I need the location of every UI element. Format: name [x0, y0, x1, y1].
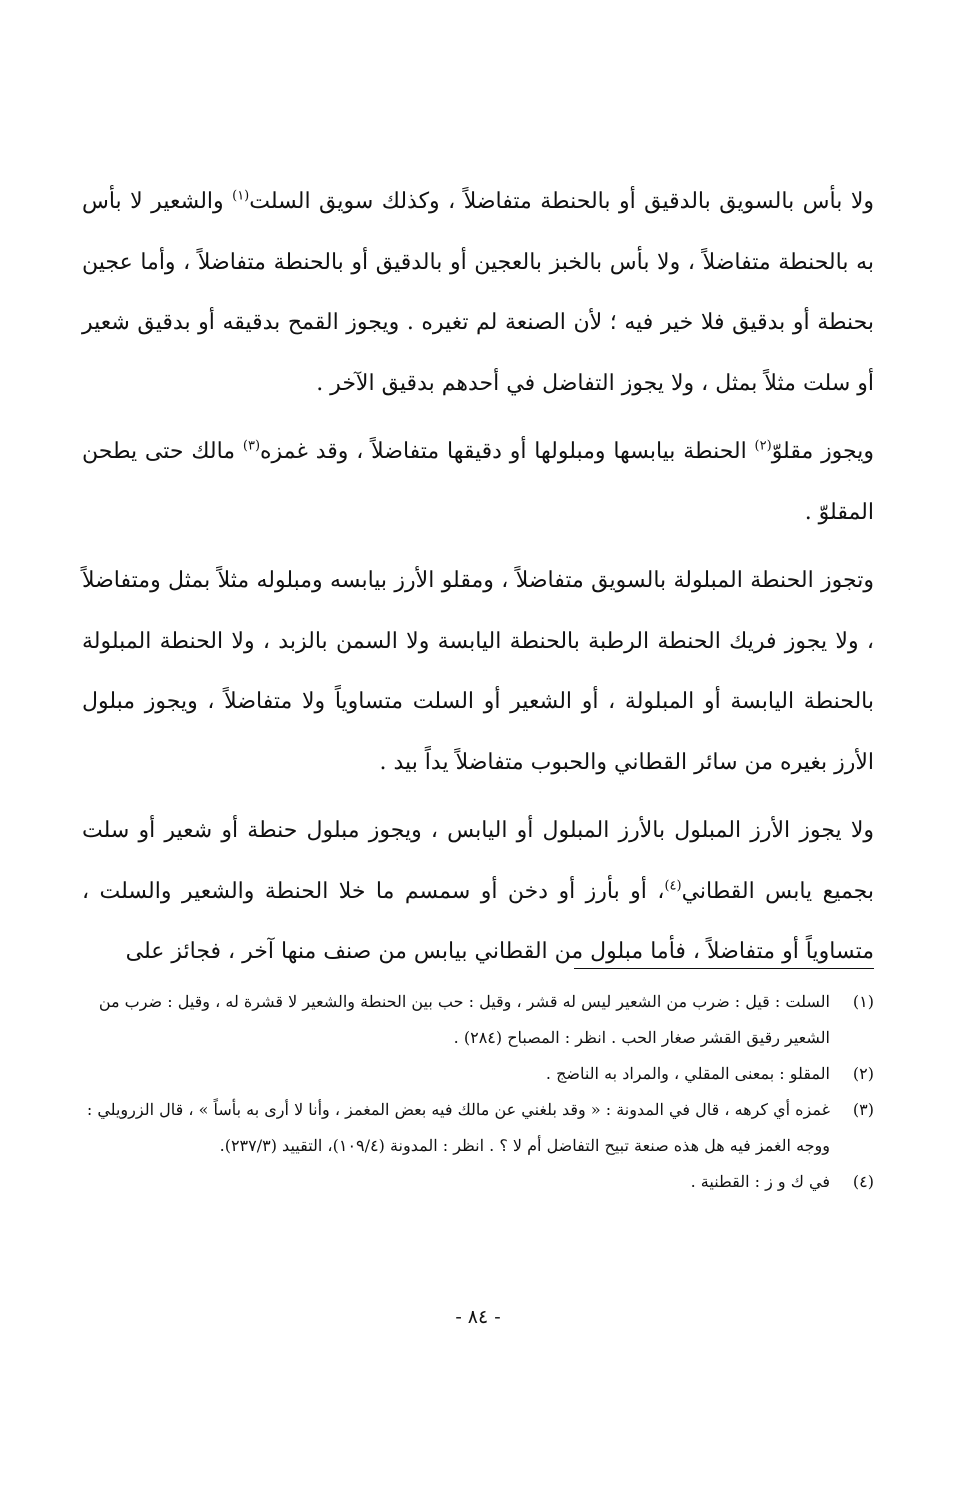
footnote-number: (١)	[852, 992, 874, 1011]
footnote-number: (٤)	[852, 1172, 874, 1191]
footnote-divider	[574, 968, 874, 969]
footnote-3	[82, 1092, 874, 1164]
footnote-text: في ك و ز : القطنية .	[690, 1172, 830, 1191]
footnote-ref-4[interactable]: (٤)	[664, 878, 682, 894]
footnote-ref-1[interactable]: (١)	[232, 188, 250, 204]
paragraph-3: وتجوز الحنطة المبلولة بالسويق متفاضلاً ، ومقلو الأرز بيابسه ومبلوله مثلاً بمثل ومتفاضلاً ، ولا يجوز فريك الحنطة الرطبة بالحنطة اليابسة ولا السمن بالزبد ، ولا الحنطة المبلولة بالحنطة اليابسة أو المبلولة ، أو الشعير أو السلت متساوياً ولا متفاضلاً ، ويجوز مبلول الأرز بغيره من سائر القطاني والحبوب متفاضلاً يداً بيد .	[82, 568, 874, 775]
page-number: - ٨٤ -	[455, 1306, 501, 1328]
footnote-1	[82, 984, 874, 1056]
footnote-ref-3[interactable]: (٣)	[242, 438, 261, 454]
footnote-text: السلت : قيل : ضرب من الشعير ليس له قشر ، وقيل : حب بين الحنطة والشعير لا قشرة له ، وقيل : ضرب من الشعير رقيق القشر صغار الحب . انظر : المصباح (٢٨٤) .	[98, 992, 830, 1047]
footnote-number: (٢)	[852, 1064, 874, 1083]
footnote-ref-2[interactable]: (٢)	[754, 438, 772, 454]
footnote-text: المقلو : بمعنى المقلي ، والمراد به الناضج .	[545, 1064, 830, 1083]
footnote-number: (٣)	[852, 1100, 874, 1119]
main-text	[82, 172, 874, 991]
paragraph-4: ولا يجوز الأرز المبلول بالأرز المبلول أو اليابس ، ويجوز مبلول حنطة أو شعير أو سلت بجميع يابس القطاني$^{(٤)}$، أو بأرز أو دخن أو سمسم ما خلا الحنطة والشعير والسلت ، متساوياً أو متفاضلاً ، فأما مبلول من القطاني بيابس من صنف منها آخر ، فجائز على	[82, 818, 874, 964]
footnote-4	[82, 1164, 874, 1200]
footnote-text: غمزه أي كرهه ، قال في المدونة : « وقد بلغني عن مالك فيه بعض المغمز ، وأنا لا أرى به بأساً » ، قال الزرويلي : ووجه الغمز فيه هل هذه صنعة تبيح التفاضل أم لا ؟ . انظر : المدونة (١٠٩/٤)، التقييد (٢٣٧/٣).	[86, 1100, 830, 1155]
footnote-2	[82, 1056, 874, 1092]
paragraph-1: ولا بأس بالسويق بالدقيق أو بالحنطة متفاضلاً ، وكذلك سويق السلت$^{(١)}$ والشعير لا بأس به بالحنطة متفاضلاً ، ولا بأس بالخبز بالعجين أو بالدقيق أو بالحنطة متفاضلاً ، وأما عجين بحنطة أو بدقيق فلا خير فيه ؛ لأن الصنعة لم تغيره . ويجوز القمح بدقيقه أو بدقيق شعير أو سلت مثلاً بمثل ، ولا يجوز التفاضل في أحدهم بدقيق الآخر .	[82, 188, 874, 396]
paragraph-2: ويجوز مقلوّ$^{(٢)}$ الحنطة بيابسها ومبلولها أو دقيقها متفاضلاً ، وقد غمزه$^{(٣)}$ مالك حتى يطحن المقلوّ .	[82, 438, 875, 525]
footnotes	[82, 984, 874, 1200]
